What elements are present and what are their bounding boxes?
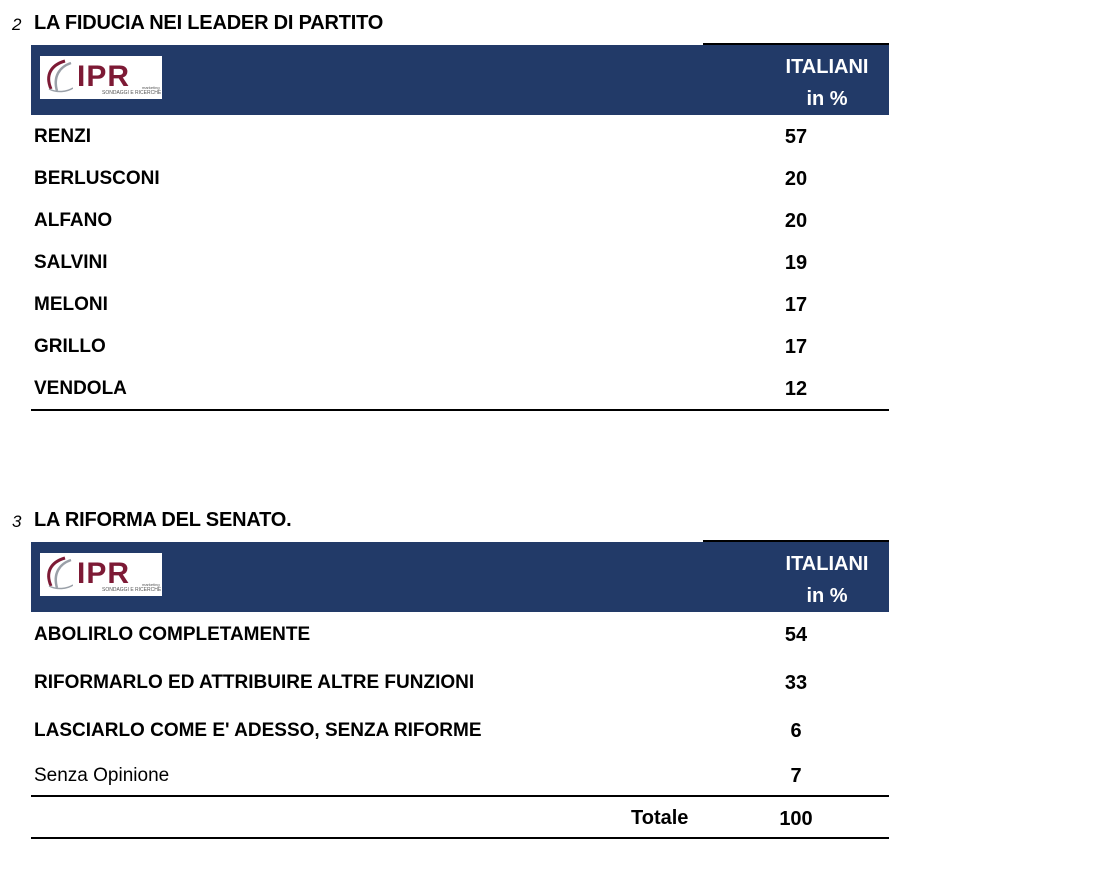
row-value: 17 xyxy=(784,294,808,316)
row-label: RIFORMARLO ED ATTRIBUIRE ALTRE FUNZIONI xyxy=(34,672,475,693)
table-header xyxy=(31,542,889,612)
total-label: Totale xyxy=(631,807,689,829)
logo-tagline: SONDAGGI E RICERCHE xyxy=(102,587,162,593)
row-label: LASCIARLO COME E' ADESSO, SENZA RIFORME xyxy=(34,720,482,741)
row-value: 20 xyxy=(784,168,808,190)
row-label: Senza Opinione xyxy=(34,765,170,786)
row-label: SALVINI xyxy=(34,252,108,273)
table-row xyxy=(31,755,889,797)
table-row xyxy=(31,662,889,710)
row-value: 19 xyxy=(784,252,808,274)
row-value: 57 xyxy=(784,126,808,148)
row-label: GRILLO xyxy=(34,336,106,357)
column-header xyxy=(721,51,933,115)
row-value: 12 xyxy=(784,378,808,400)
row-label: MELONI xyxy=(34,294,108,315)
table-row xyxy=(31,710,889,758)
row-label: ALFANO xyxy=(34,210,113,231)
column-header-line1: ITALIANI xyxy=(785,553,869,575)
column-header-line1: ITALIANI xyxy=(785,56,869,78)
row-label: RENZI xyxy=(34,126,91,147)
swoosh-icon xyxy=(43,556,73,590)
row-label: ABOLIRLO COMPLETAMENTE xyxy=(34,624,311,645)
row-label: BERLUSCONI xyxy=(34,168,160,189)
row-value: 17 xyxy=(784,336,808,358)
column-header-line2: in % xyxy=(806,88,848,110)
table-bottom-rule xyxy=(31,409,889,411)
logo-tagline-top: marketing xyxy=(142,582,160,587)
ipr-logo xyxy=(40,553,162,596)
table-row xyxy=(31,368,889,410)
column-header xyxy=(721,548,933,612)
section-number: 2 xyxy=(12,15,22,34)
ipr-logo xyxy=(40,56,162,99)
total-top-rule xyxy=(31,795,889,797)
section-title: LA FIDUCIA NEI LEADER DI PARTITO xyxy=(34,12,384,34)
column-header-line2: in % xyxy=(806,585,848,607)
total-row xyxy=(31,798,889,840)
table-row xyxy=(31,326,889,368)
logo-tagline: SONDAGGI E RICERCHE xyxy=(102,90,162,96)
logo-text: IPR xyxy=(77,60,131,93)
logo-tagline-top: marketing xyxy=(142,85,160,90)
logo-text: IPR xyxy=(77,557,131,590)
table-header xyxy=(31,45,889,115)
row-value: 54 xyxy=(784,624,808,646)
table-row xyxy=(31,242,889,284)
section-number: 3 xyxy=(12,512,22,531)
row-value: 20 xyxy=(784,210,808,232)
total-value: 100 xyxy=(779,808,813,830)
swoosh-icon xyxy=(43,59,73,93)
row-value: 6 xyxy=(790,720,802,742)
table-bottom-rule xyxy=(31,837,889,839)
section-title: LA RIFORMA DEL SENATO. xyxy=(34,509,292,531)
table-row xyxy=(31,116,889,158)
table-row xyxy=(31,284,889,326)
table-row xyxy=(31,614,889,662)
row-value: 7 xyxy=(790,765,802,787)
table-row xyxy=(31,200,889,242)
row-label: VENDOLA xyxy=(34,378,127,399)
row-value: 33 xyxy=(784,672,808,694)
table-row xyxy=(31,158,889,200)
